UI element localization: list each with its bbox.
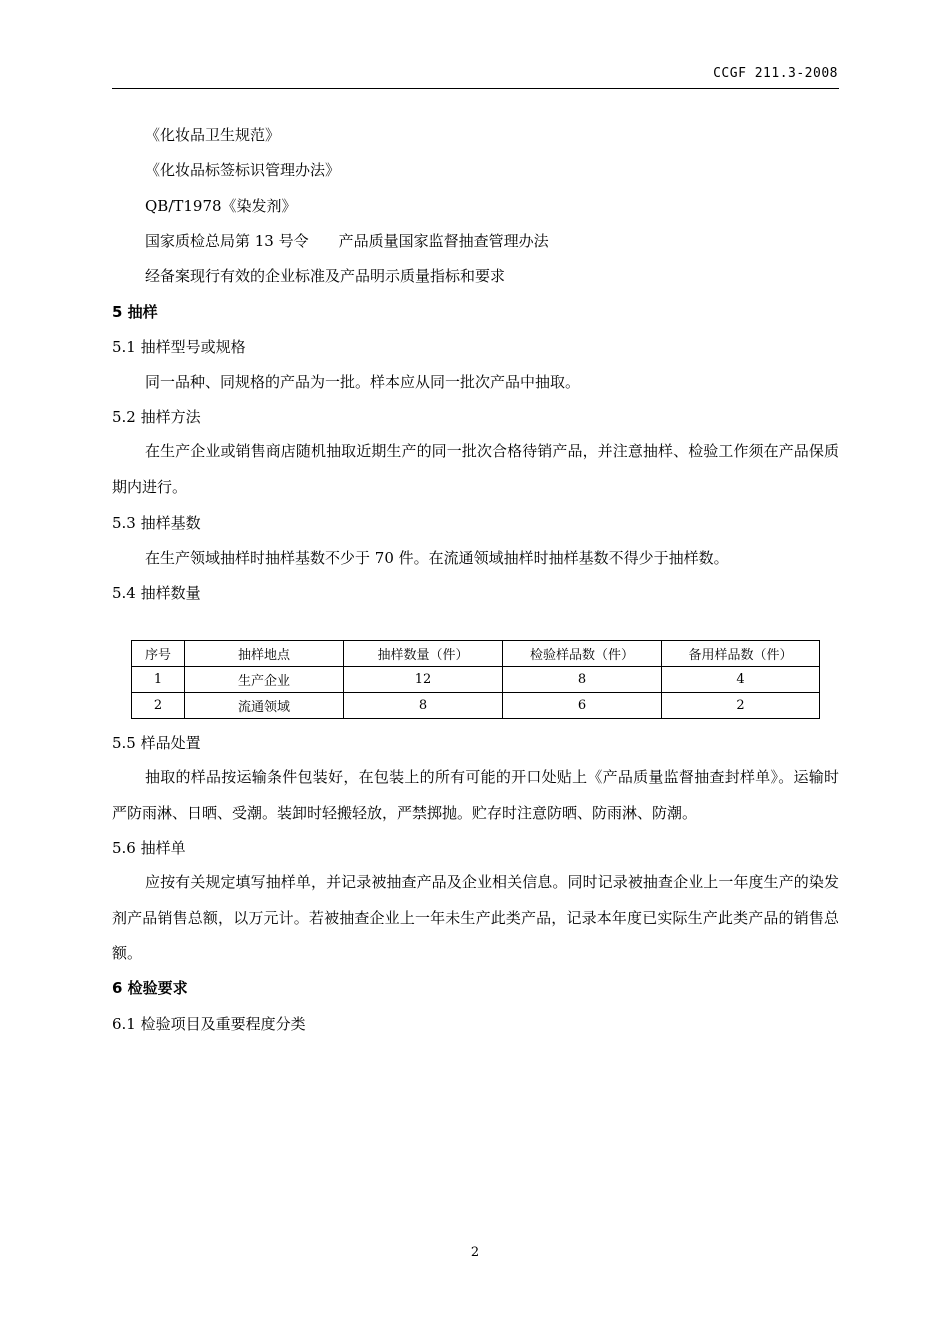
table-row <box>132 693 820 719</box>
cell-backup-qty: 2 <box>662 693 820 719</box>
section-5-1-title: 5.1 抽样型号或规格 <box>112 338 246 356</box>
section-6-title: 6 检验要求 <box>112 979 188 997</box>
ref-4: 国家质检总局第 13 号令 产品质量国家监督抽查管理办法 <box>145 232 549 250</box>
table-header-row <box>132 641 820 667</box>
section-5-4-title: 5.4 抽样数量 <box>112 584 201 602</box>
col-header-test-qty: 检验样品数（件） <box>503 641 662 667</box>
ref-5: 经备案现行有效的企业标准及产品明示质量指标和要求 <box>145 267 506 285</box>
cell-test-qty: 8 <box>503 667 662 693</box>
table-row <box>132 667 820 693</box>
cell-location: 流通领域 <box>185 693 344 719</box>
cell-sample-qty: 8 <box>344 693 503 719</box>
section-5-3-title: 5.3 抽样基数 <box>112 514 201 532</box>
ref-2: 《化妆品标签标识管理办法》 <box>145 161 341 179</box>
section-5-title: 5 抽样 <box>112 303 158 321</box>
ref-3: QB/T1978《染发剂》 <box>145 197 297 215</box>
sampling-quantity-table <box>131 640 820 719</box>
cell-test-qty: 6 <box>503 693 662 719</box>
col-header-sample-qty: 抽样数量（件） <box>344 641 503 667</box>
col-header-index: 序号 <box>132 641 185 667</box>
cell-location: 生产企业 <box>185 667 344 693</box>
cell-sample-qty: 12 <box>344 667 503 693</box>
cell-backup-qty: 4 <box>662 667 820 693</box>
header-code: CCGF 211.3-2008 <box>713 66 838 81</box>
section-6-1-title: 6.1 检验项目及重要程度分类 <box>112 1015 306 1033</box>
section-5-5-title: 5.5 样品处置 <box>112 734 201 752</box>
ref-1: 《化妆品卫生规范》 <box>145 126 281 144</box>
cell-index: 2 <box>132 693 185 719</box>
col-header-backup-qty: 备用样品数（件） <box>662 641 820 667</box>
section-5-5-text: 抽取的样品按运输条件包装好，在包装上的所有可能的开口处贴上《产品质量监督抽查封样单》。运输时严防雨淋、日晒、受潮。装卸时轻搬轻放，严禁掷抛。贮存时注意防晒、防雨淋、防潮。 <box>112 768 839 822</box>
section-5-3-text: 在生产领域抽样时抽样基数不少于 70 件。在流通领域抽样时抽样基数不得少于抽样数。 <box>145 549 729 567</box>
col-header-location: 抽样地点 <box>185 641 344 667</box>
section-5-1-text: 同一品种、同规格的产品为一批。样本应从同一批次产品中抽取。 <box>145 373 581 391</box>
header-rule <box>112 88 839 89</box>
section-5-2-title: 5.2 抽样方法 <box>112 408 201 426</box>
cell-index: 1 <box>132 667 185 693</box>
section-5-6-text: 应按有关规定填写抽样单，并记录被抽查产品及企业相关信息。同时记录被抽查企业上一年度生产的染发剂产品销售总额，以万元计。若被抽查企业上一年未生产此类产品，记录本年度已实际生产此类产品的销售总额。 <box>112 873 839 962</box>
page-number: 2 <box>470 1245 480 1260</box>
section-5-2-text: 在生产企业或销售商店随机抽取近期生产的同一批次合格待销产品，并注意抽样、检验工作须在产品保质期内进行。 <box>112 442 839 496</box>
section-5-6-title: 5.6 抽样单 <box>112 839 186 857</box>
